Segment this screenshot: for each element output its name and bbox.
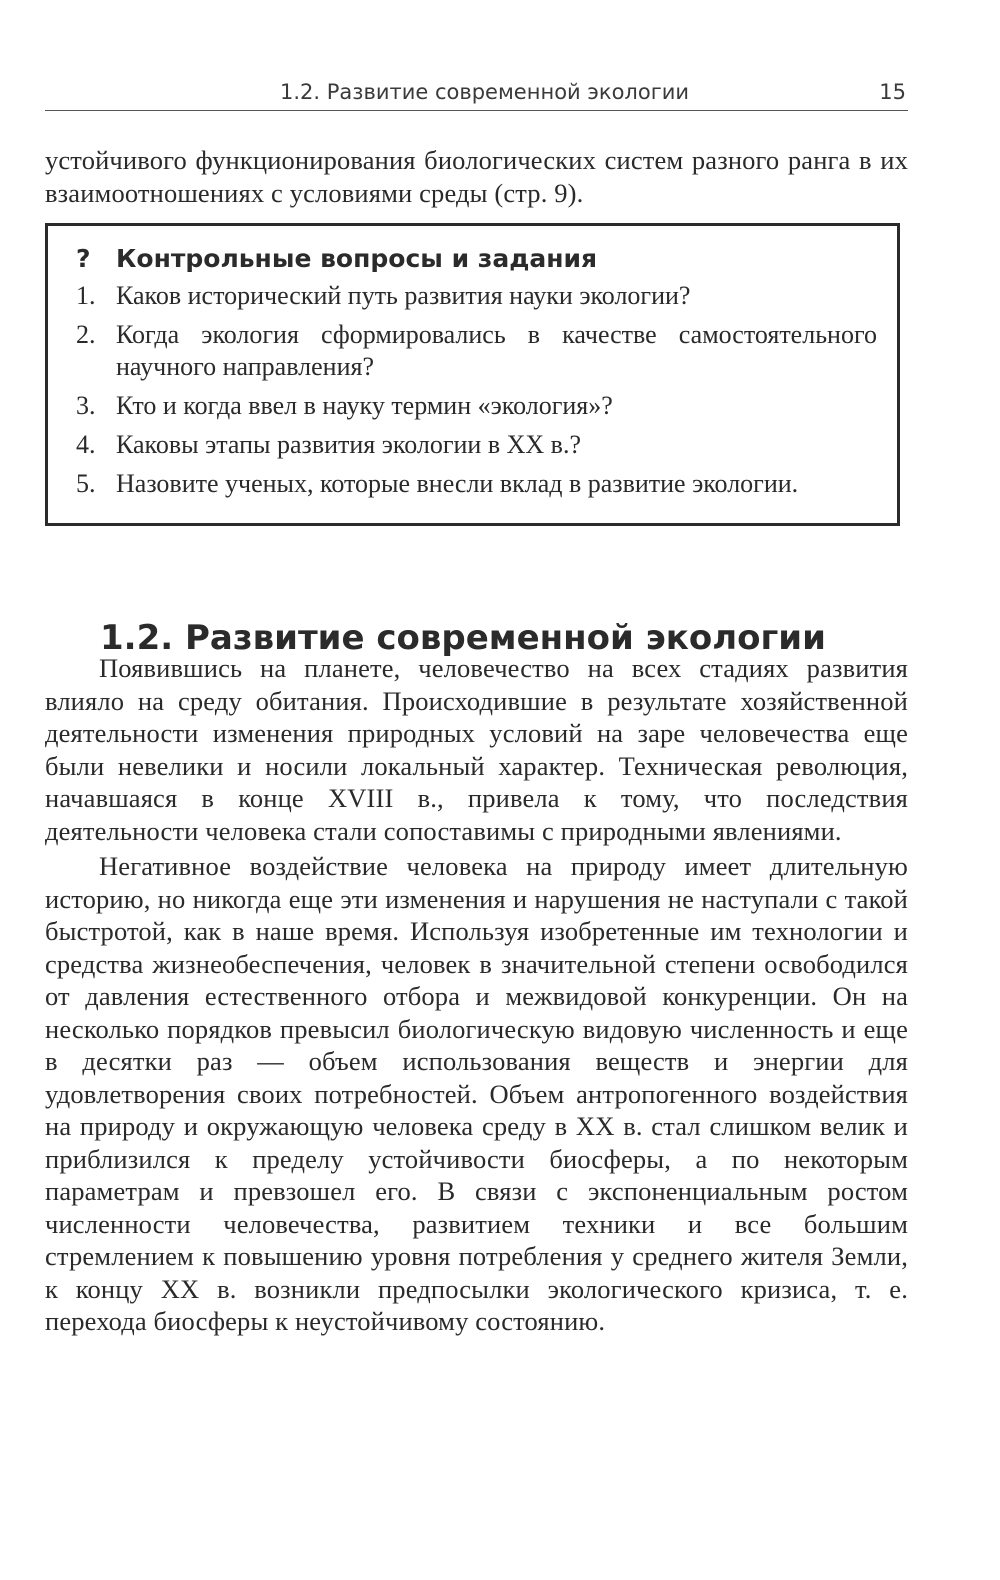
- question-text: Каковы этапы развития экологии в XX в.?: [116, 430, 581, 459]
- question-text: Кто и когда ввел в науку термин «экология»?: [116, 391, 613, 420]
- question-number: 4.: [76, 430, 96, 459]
- question-text: Назовите ученых, которые внесли вклад в развитие экологии.: [116, 469, 799, 498]
- running-head-title: 1.2. Развитие современной экологии: [280, 80, 690, 104]
- question-text: Когда экология сформировались в качестве самостоятельного научного направления?: [116, 320, 877, 381]
- list-item: [76, 280, 877, 312]
- running-head: [45, 78, 908, 111]
- page-number: 15: [879, 80, 906, 104]
- section-heading: 1.2. Развитие современной экологии: [100, 618, 826, 659]
- review-questions-box: [45, 223, 900, 526]
- question-number: 3.: [76, 391, 96, 420]
- question-mark-icon: ?: [76, 244, 91, 273]
- list-item: [76, 429, 877, 461]
- question-text: Каков исторический путь развития науки экологии?: [116, 281, 691, 310]
- review-heading-text: Контрольные вопросы и задания: [116, 244, 598, 273]
- paragraph: Появившись на планете, человечество на всех стадиях развития влияло на среду обитания. Происходившие в результате хозяйственной деятельности изменения природных условий на заре человечества еще были невелики и носили локальный характер. Техническая революция, начавшаяся в конце XVIII в., привела к тому, что последствия деятельности человека стали сопоставимы с природными явлениями.: [45, 653, 908, 846]
- question-number: 1.: [76, 281, 96, 310]
- continuation-paragraph: [45, 144, 908, 209]
- paragraph: устойчивого функционирования биологических систем разного ранга в их взаимоотношениях с условиями среды (стр. 9).: [45, 145, 908, 208]
- list-item: [76, 468, 877, 500]
- question-number: 5.: [76, 469, 96, 498]
- section-body: [45, 652, 908, 1338]
- question-list: [76, 280, 877, 500]
- paragraph: Негативное воздействие человека на природу имеет длительную историю, но никогда еще эти изменения и нарушения не наступали с такой быстротой, как в наше время. Используя изобретенные им технологии и средства жизнеобеспечения, человек в значительной степени освободился от давления естественного отбора и межвидовой конкуренции. Он на несколько порядков превысил биологическую видовую численность и еще в десятки раз — объем использования веществ и энергии для удовлетворения своих потребностей. Объем антропогенного воздействия на природу и окружающую человека среду в XX в. стал слишком велик и приблизился к пределу устойчивости биосферы, а по некоторым параметрам и превзошел его. В связи с экспоненциальным ростом численности человечества, развитием техники и все большим стремлением к повышению уровня потребления у среднего жителя Земли, к концу XX в. возникли предпосылки экологического кризиса, т. е. перехода биосферы к неустойчивому состоянию.: [45, 851, 908, 1336]
- question-number: 2.: [76, 320, 96, 349]
- list-item: [76, 390, 877, 422]
- review-heading: [76, 242, 877, 276]
- list-item: [76, 319, 877, 383]
